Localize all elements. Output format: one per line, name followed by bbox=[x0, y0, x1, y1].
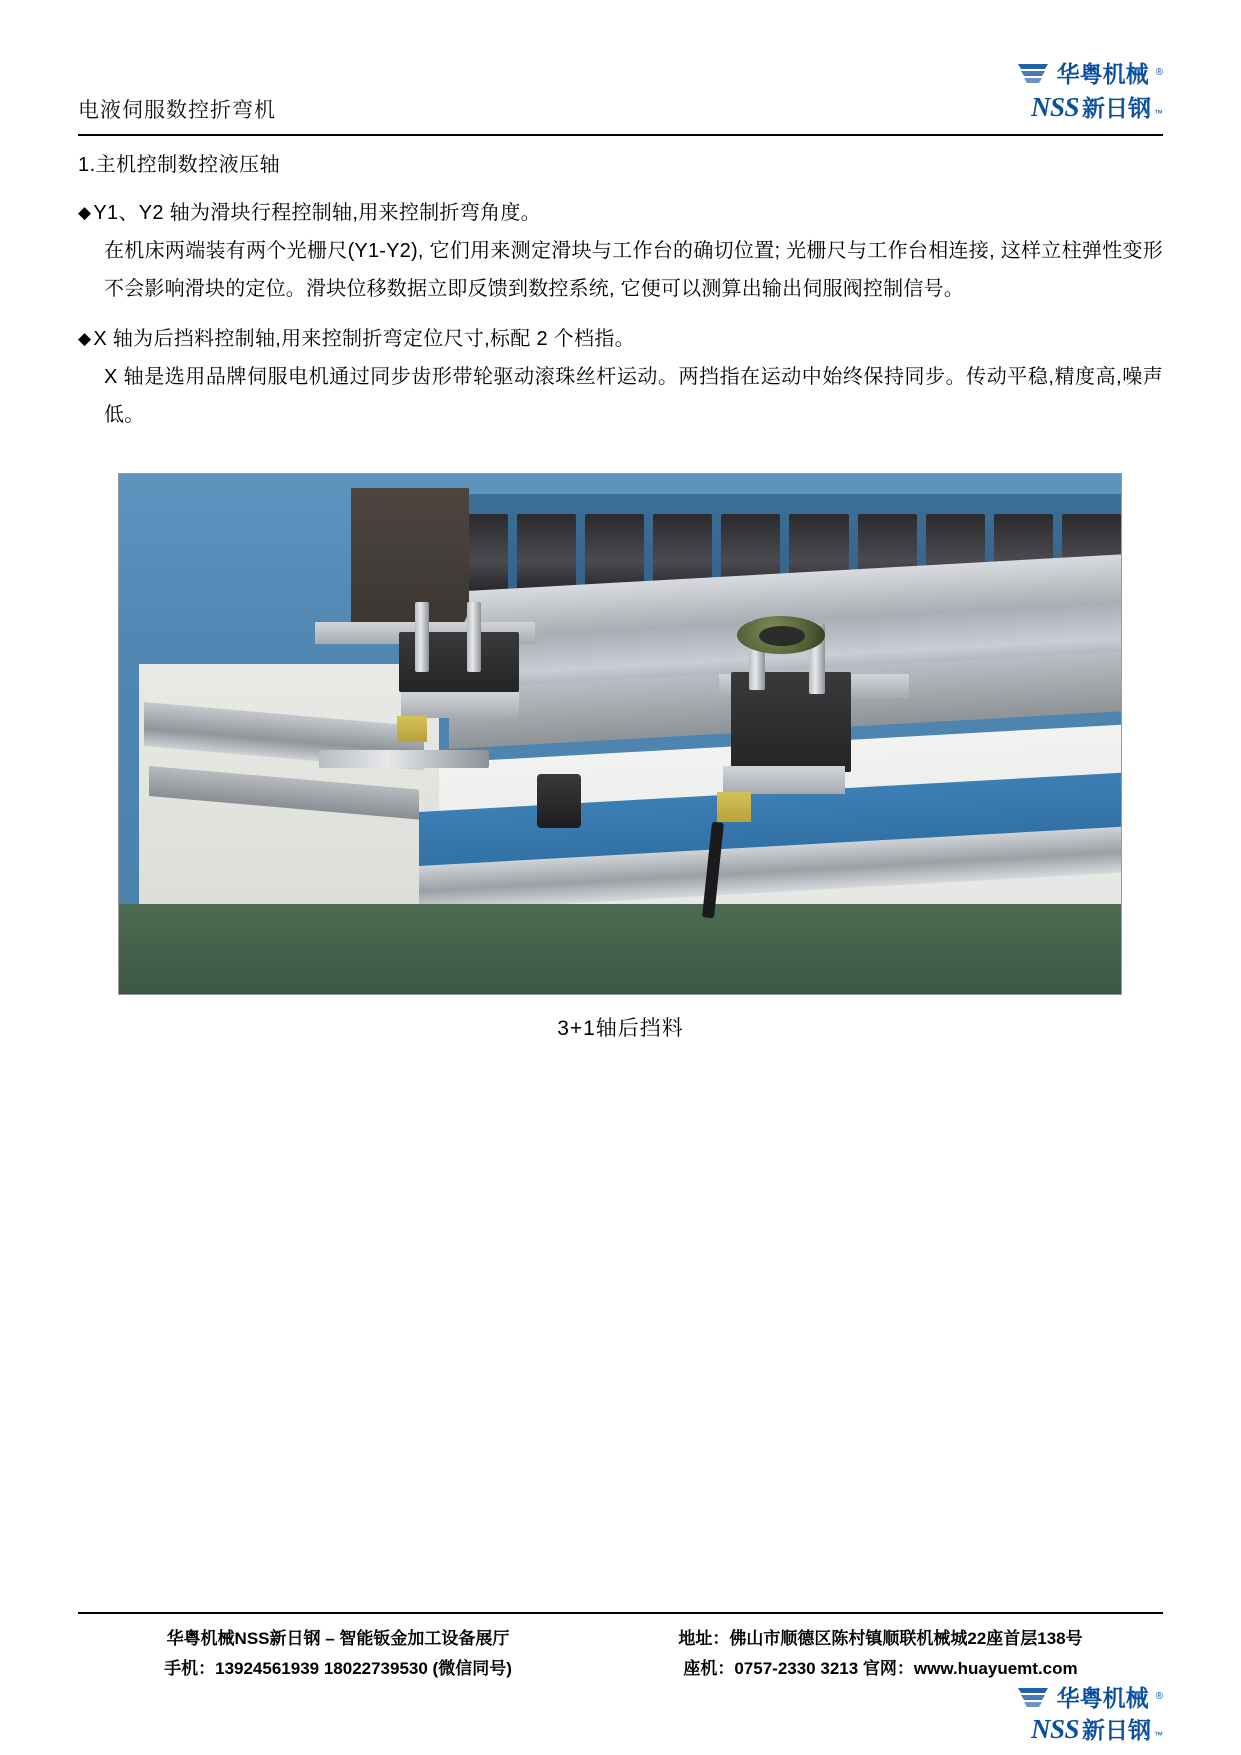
photo-finger-block-right bbox=[723, 766, 845, 794]
brand-tm-mark: ™ bbox=[1154, 108, 1163, 118]
brand-name-cn: 华粤机械 bbox=[1056, 61, 1149, 87]
brand-nss-text: NSS bbox=[1030, 92, 1079, 122]
footer-brand-logo-row-primary bbox=[1015, 1680, 1163, 1713]
photo-guide-post-left-a bbox=[415, 602, 429, 672]
bullet-heading-1: Y1、Y2 轴为滑块行程控制轴,用来控制折弯角度。 bbox=[93, 202, 541, 224]
footer-brand-logo-row-secondary bbox=[1031, 1712, 1163, 1745]
gear-logo-icon bbox=[1015, 60, 1051, 86]
header-divider bbox=[78, 134, 1163, 136]
photo-bracket-right bbox=[717, 792, 751, 822]
brand-logo-row-secondary bbox=[1031, 90, 1163, 123]
photo-floor bbox=[119, 904, 1121, 994]
brand-nss-cn-text: 新日钢 bbox=[1082, 95, 1151, 121]
bullet-body-2: X 轴是选用品牌伺服电机通过同步齿形带轮驱动滚珠丝杆运动。两挡指在运动中始终保持同步。传动平稳,精度高,噪声低。 bbox=[104, 366, 1163, 426]
footer-divider bbox=[78, 1612, 1163, 1614]
footer-brand-logo bbox=[943, 1680, 1163, 1746]
footer-address-text: 地址：佛山市顺德区陈村镇顺联机械城22座首层138号 bbox=[678, 1629, 1083, 1648]
footer-mobile-text: 手机：13924561939 18022739530 (微信同号) bbox=[164, 1659, 512, 1678]
footer-brand-registered-mark: ® bbox=[1155, 1691, 1163, 1702]
photo-center-rail bbox=[319, 750, 489, 768]
bullet-item-1 bbox=[78, 196, 1163, 230]
photo-bracket-left bbox=[397, 716, 427, 742]
diamond-bullet-icon: ◆ bbox=[78, 203, 92, 222]
bullet-heading-2: X 轴为后挡料控制轴,用来控制折弯定位尺寸,标配 2 个档指。 bbox=[93, 328, 635, 350]
footer-brand-nss-text: NSS bbox=[1030, 1714, 1079, 1744]
photo-finger-block-left bbox=[401, 692, 519, 718]
page-title: 电液伺服数控折弯机 bbox=[78, 99, 276, 122]
page-footer bbox=[78, 1624, 1163, 1684]
footer-row-1 bbox=[78, 1624, 1163, 1654]
document-body bbox=[78, 148, 1163, 434]
section-heading: 1.主机控制数控液压轴 bbox=[78, 154, 281, 176]
figure-caption: 3+1轴后挡料 bbox=[557, 1017, 684, 1040]
footer-phone-website-text: 座机：0757-2330 3213 官网：www.huayuemt.com bbox=[683, 1659, 1078, 1678]
photo-side-panel bbox=[351, 488, 469, 640]
gear-logo-icon bbox=[1015, 1684, 1051, 1710]
footer-brand-nss-cn-text: 新日钢 bbox=[1082, 1717, 1151, 1743]
diamond-bullet-icon: ◆ bbox=[78, 329, 92, 348]
footer-brand-tm-mark: ™ bbox=[1154, 1730, 1163, 1740]
machine-photo bbox=[118, 473, 1122, 995]
footer-brand-name-cn: 华粤机械 bbox=[1056, 1685, 1149, 1711]
photo-servo-motor bbox=[537, 774, 581, 828]
bullet-body-1: 在机床两端装有两个光栅尺(Y1-Y2), 它们用来测定滑块与工作台的确切位置; 光栅尺与工作台相连接, 这样立柱弹性变形不会影响滑块的定位。滑块位移数据立即反馈到数控系统, 它便可以测算出输出伺服阀控制信号。 bbox=[104, 240, 1163, 300]
brand-logo bbox=[933, 56, 1163, 128]
photo-guide-post-left-b bbox=[467, 602, 481, 672]
bullet-item-2 bbox=[78, 322, 1163, 356]
brand-logo-row-primary bbox=[1015, 56, 1163, 89]
photo-handwheel-bore bbox=[759, 626, 805, 646]
footer-showroom-text: 华粤机械NSS新日钢 – 智能钣金加工设备展厅 bbox=[166, 1629, 510, 1648]
brand-registered-mark: ® bbox=[1155, 67, 1163, 78]
page-header bbox=[78, 52, 1163, 136]
